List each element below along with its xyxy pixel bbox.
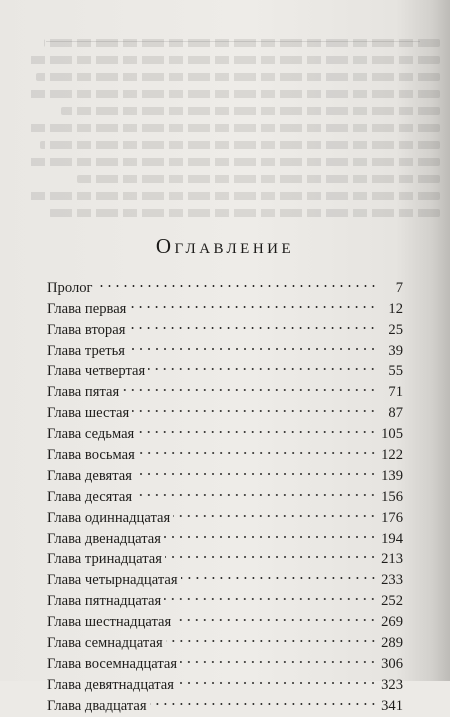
toc-entry-page-number: 176 <box>381 509 403 526</box>
toc-entry-page-number: 269 <box>381 614 403 631</box>
toc-entry-title: Глава двадцатая <box>47 697 147 714</box>
table-of-contents <box>47 271 403 714</box>
toc-entry-page-number: 105 <box>381 426 403 443</box>
toc-entry-page-number: 12 <box>388 300 403 317</box>
toc-entry-page-number: 156 <box>381 488 403 505</box>
toc-entry-title: Глава пятнадцатая <box>47 593 162 610</box>
dot-leader <box>138 438 377 459</box>
dot-leader <box>166 626 377 647</box>
toc-entry-title: Глава пятая <box>47 384 120 401</box>
toc-entry-page-number: 252 <box>381 593 403 610</box>
dot-leader <box>135 480 377 501</box>
dot-leader <box>180 647 377 668</box>
toc-entry-title: Глава девятнадцатая <box>47 676 174 693</box>
toc-entry-page-number: 323 <box>381 676 403 693</box>
toc-entry-page-number: 39 <box>388 342 403 359</box>
show-through-header <box>46 27 420 42</box>
dot-leader <box>181 563 377 584</box>
dot-leader <box>128 334 377 355</box>
toc-entry-title: Глава семнадцатая <box>47 635 163 652</box>
toc-entry-title: Глава четвертая <box>47 363 146 380</box>
dot-leader <box>137 417 377 438</box>
toc-entry-page-number: 306 <box>381 655 403 672</box>
show-through-text <box>28 30 440 230</box>
toc-entry <box>47 292 403 317</box>
toc-entry-title: Глава вторая <box>47 321 126 338</box>
toc-entry-page-number: 7 <box>395 279 403 296</box>
toc-entry-page-number: 25 <box>388 321 403 338</box>
dot-leader <box>129 292 377 313</box>
toc-entry-title: Глава четырнадцатая <box>47 572 178 589</box>
toc-entry-page-number: 122 <box>381 447 403 464</box>
toc-entry-page-number: 289 <box>381 635 403 652</box>
toc-entry-page-number: 71 <box>388 384 403 401</box>
dot-leader <box>164 522 377 543</box>
dot-leader <box>128 313 377 334</box>
toc-entry-title: Глава тринадцатая <box>47 551 162 568</box>
dot-leader <box>164 584 377 605</box>
toc-entry-page-number: 194 <box>381 530 403 547</box>
dot-leader <box>132 396 377 417</box>
dot-leader <box>165 543 377 564</box>
toc-entry-page-number: 55 <box>388 363 403 380</box>
dot-leader <box>148 355 377 376</box>
toc-entry-page-number: 139 <box>381 467 403 484</box>
toc-entry-page-number: 213 <box>381 551 403 568</box>
toc-entry-title: Глава десятая <box>47 488 133 505</box>
toc-entry-page-number: 87 <box>388 405 403 422</box>
dot-leader <box>173 501 377 522</box>
toc-entry-page-number: 341 <box>381 697 403 714</box>
toc-entry-title: Глава восемнадцатая <box>47 655 178 672</box>
toc-entry-title: Глава девятая <box>47 467 132 484</box>
toc-entry-title: Глава одиннадцатая <box>47 509 171 526</box>
toc-entry-title: Глава шестнадцатая <box>47 614 172 631</box>
toc-entry-title: Глава первая <box>47 300 127 317</box>
dot-leader <box>96 271 377 292</box>
toc-entry-title: Пролог <box>47 279 93 296</box>
toc-entry-title: Глава двенадцатая <box>47 530 161 547</box>
dot-leader <box>135 459 377 480</box>
toc-entry-title: Глава шестая <box>47 405 130 422</box>
toc-entry-page-number: 233 <box>381 572 403 589</box>
toc-entry-title: Глава седьмая <box>47 426 135 443</box>
toc-entry-title: Глава восьмая <box>47 447 135 464</box>
toc-entry <box>47 271 403 296</box>
toc-entry-title: Глава третья <box>47 342 125 359</box>
dot-leader <box>177 668 377 689</box>
dot-leader <box>122 375 377 396</box>
dot-leader <box>174 605 377 626</box>
contents-heading: Оглавление <box>155 234 295 258</box>
dot-leader <box>150 689 377 710</box>
